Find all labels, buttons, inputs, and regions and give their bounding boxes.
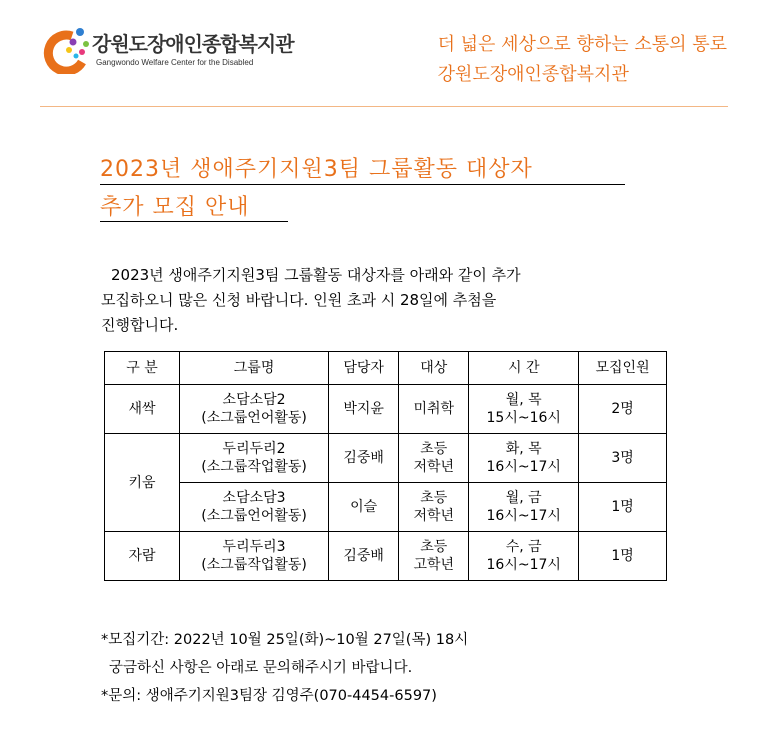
target-sub: 저학년 bbox=[413, 459, 455, 475]
cell-category: 새싹 bbox=[105, 385, 180, 434]
time-hours: 16시~17시 bbox=[486, 508, 561, 524]
cell-count: 3명 bbox=[579, 434, 667, 483]
cell-category: 자람 bbox=[105, 532, 180, 581]
cell-count: 1명 bbox=[579, 532, 667, 581]
cell-group bbox=[180, 483, 329, 532]
org-name-english: Gangwondo Welfare Center for the Disabled bbox=[96, 58, 254, 67]
slogan bbox=[438, 30, 727, 90]
logo-dot-yellow bbox=[66, 47, 72, 53]
group-name: 소담소담2 bbox=[222, 392, 286, 408]
cell-count: 1명 bbox=[579, 483, 667, 532]
target-main: 초등 bbox=[420, 441, 448, 457]
slogan-line-1: 더 넓은 세상으로 향하는 소통의 통로 bbox=[437, 34, 727, 55]
time-days: 월, 목 bbox=[505, 392, 542, 408]
group-type: (소그룹작업활동) bbox=[201, 557, 307, 573]
cell-group bbox=[180, 385, 329, 434]
target-main: 미취학 bbox=[413, 401, 455, 417]
logo-dot-green bbox=[83, 41, 89, 47]
time-days: 수, 금 bbox=[505, 539, 542, 555]
logo-orange-arc bbox=[48, 35, 82, 71]
cell-category: 키움 bbox=[105, 434, 180, 532]
inquiry-note: 궁금하신 사항은 아래로 문의해주시기 바랍니다. bbox=[109, 660, 413, 676]
cell-count: 2명 bbox=[579, 385, 667, 434]
recruit-period: *모집기간: 2022년 10월 25일(화)~10월 27일(목) 18시 bbox=[101, 632, 469, 648]
logo-dot-blue bbox=[76, 28, 84, 36]
header-manager: 담당자 bbox=[329, 352, 399, 385]
cell-target bbox=[399, 483, 469, 532]
table-row bbox=[105, 532, 667, 581]
cell-time bbox=[469, 483, 579, 532]
cell-target bbox=[399, 532, 469, 581]
time-days: 화, 목 bbox=[505, 441, 542, 457]
logo-dot-purple bbox=[70, 39, 77, 46]
header-time: 시 간 bbox=[469, 352, 579, 385]
title-underline-1 bbox=[100, 184, 625, 185]
group-type: (소그룹언어활동) bbox=[201, 410, 307, 426]
header-group: 그룹명 bbox=[180, 352, 329, 385]
intro-paragraph bbox=[101, 263, 671, 338]
cell-target bbox=[399, 434, 469, 483]
page-title-line-1: 2023년 생애주기지원3팀 그룹활동 대상자 bbox=[100, 157, 533, 182]
target-main: 초등 bbox=[420, 490, 448, 506]
header-count: 모집인원 bbox=[579, 352, 667, 385]
target-sub: 고학년 bbox=[413, 557, 455, 573]
table-row bbox=[105, 434, 667, 483]
group-name: 소담소담3 bbox=[222, 490, 286, 506]
cell-manager: 김중배 bbox=[329, 532, 399, 581]
contact-info: *문의: 생애주기지원3팀장 김영주(070-4454-6597) bbox=[101, 688, 437, 704]
target-sub: 저학년 bbox=[413, 508, 455, 524]
time-hours: 16시~17시 bbox=[486, 459, 561, 475]
cell-manager: 박지윤 bbox=[329, 385, 399, 434]
header-divider bbox=[40, 106, 728, 107]
org-name: 강원도장애인종합복지관 bbox=[92, 32, 294, 56]
slogan-line-2: 강원도장애인종합복지관 bbox=[437, 64, 629, 85]
time-hours: 15시~16시 bbox=[486, 410, 561, 426]
page-title-line-2: 추가 모집 안내 bbox=[100, 195, 250, 220]
header-target: 대상 bbox=[399, 352, 469, 385]
time-hours: 16시~17시 bbox=[486, 557, 561, 573]
group-table bbox=[104, 351, 667, 581]
intro-line-2: 모집하오니 많은 신청 바랍니다. 인원 초과 시 28일에 추첨을 bbox=[101, 291, 497, 309]
table-row bbox=[105, 385, 667, 434]
cell-manager: 김중배 bbox=[329, 434, 399, 483]
cell-target bbox=[399, 385, 469, 434]
intro-line-3: 진행합니다. bbox=[101, 316, 179, 334]
cell-group bbox=[180, 434, 329, 483]
intro-line-1: 2023년 생애주기지원3팀 그룹활동 대상자를 아래와 같이 추가 bbox=[111, 266, 521, 284]
table-header-row bbox=[105, 352, 667, 385]
group-name: 두리두리2 bbox=[222, 441, 286, 457]
logo-dot-pink bbox=[79, 49, 85, 55]
header-category: 구 분 bbox=[105, 352, 180, 385]
cell-manager: 이슬 bbox=[329, 483, 399, 532]
group-type: (소그룹작업활동) bbox=[201, 459, 307, 475]
cell-time bbox=[469, 385, 579, 434]
group-type: (소그룹언어활동) bbox=[201, 508, 307, 524]
table-row bbox=[105, 483, 667, 532]
target-main: 초등 bbox=[420, 539, 448, 555]
time-days: 월, 금 bbox=[505, 490, 542, 506]
title-underline-2 bbox=[100, 221, 288, 222]
cell-time bbox=[469, 532, 579, 581]
cell-time bbox=[469, 434, 579, 483]
notes bbox=[101, 626, 468, 710]
cell-group bbox=[180, 532, 329, 581]
logo-dot-cyan bbox=[74, 54, 79, 59]
group-name: 두리두리3 bbox=[222, 539, 286, 555]
